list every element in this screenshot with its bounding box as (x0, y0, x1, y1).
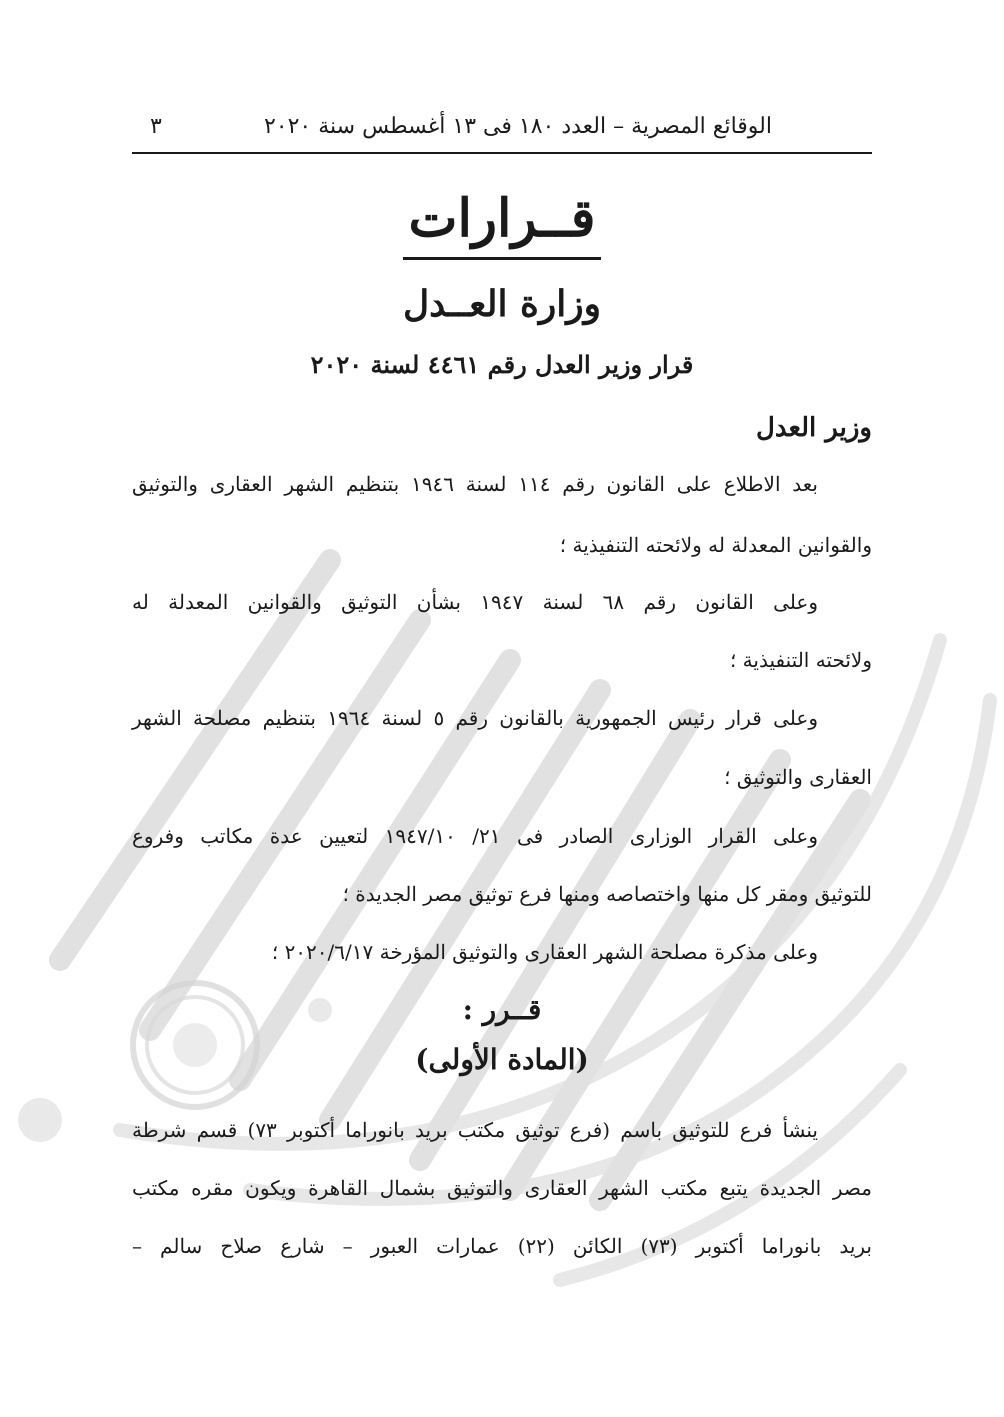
preamble-line: وعلى مذكرة مصلحة الشهر العقارى والتوثيق المؤرخة ٢٠٢٠/٦/١٧ ؛ (271, 940, 818, 964)
preamble-line: ولائحته التنفيذية ؛ (729, 648, 872, 672)
minister-label: وزير العدل (756, 413, 872, 443)
preamble-line: للتوثيق ومقر كل منها واختصاصه ومنها فرع توثيق مصر الجديدة ؛ (342, 882, 872, 906)
preamble-line: بعد الاطلاع على القانون رقم ١١٤ لسنة ١٩٤٦ بتنظيم الشهر العقارى والتوثيق (132, 472, 818, 496)
decree-title: قرار وزير العدل رقم ٤٤٦١ لسنة ٢٠٢٠ (310, 350, 694, 379)
article-line: ينشأ فرع للتوثيق باسم (فرع توثيق مكتب بريد بانوراما أكتوبر ٧٣) قسم شرطة (132, 1118, 818, 1142)
main-title: قــرارات (403, 185, 602, 260)
page-number: ٣ (150, 114, 162, 139)
page-header (132, 112, 872, 154)
ministry-title: وزارة العــدل (402, 283, 602, 325)
decided-label: قــرر : (462, 993, 542, 1026)
article-title: (المادة الأولى) (415, 1043, 589, 1076)
header-title: الوقائع المصرية – العدد ١٨٠ فى ١٣ أغسطس سنة ٢٠٢٠ (263, 114, 772, 139)
preamble-line: وعلى القرار الوزارى الصادر فى ٢١/ ١٩٤٧/١٠ لتعيين عدة مكاتب وفروع (132, 824, 818, 848)
article-line: بريد بانوراما أكتوبر (٧٣) الكائن (٢٢) عمارات العبور – شارع صلاح سالم – (132, 1234, 872, 1258)
main-title-container (0, 185, 1004, 260)
preamble-line: وعلى القانون رقم ٦٨ لسنة ١٩٤٧ بشأن التوثيق والقوانين المعدلة له (132, 590, 818, 614)
article-line: مصر الجديدة يتبع مكتب الشهر العقارى والتوثيق بشمال القاهرة ويكون مقره مكتب (132, 1176, 872, 1200)
preamble-line: وعلى قرار رئيس الجمهورية بالقانون رقم ٥ لسنة ١٩٦٤ بتنظيم مصلحة الشهر (132, 706, 818, 730)
preamble-line: والقوانين المعدلة له ولائحته التنفيذية ؛ (559, 533, 872, 557)
preamble-line: العقارى والتوثيق ؛ (724, 765, 872, 789)
